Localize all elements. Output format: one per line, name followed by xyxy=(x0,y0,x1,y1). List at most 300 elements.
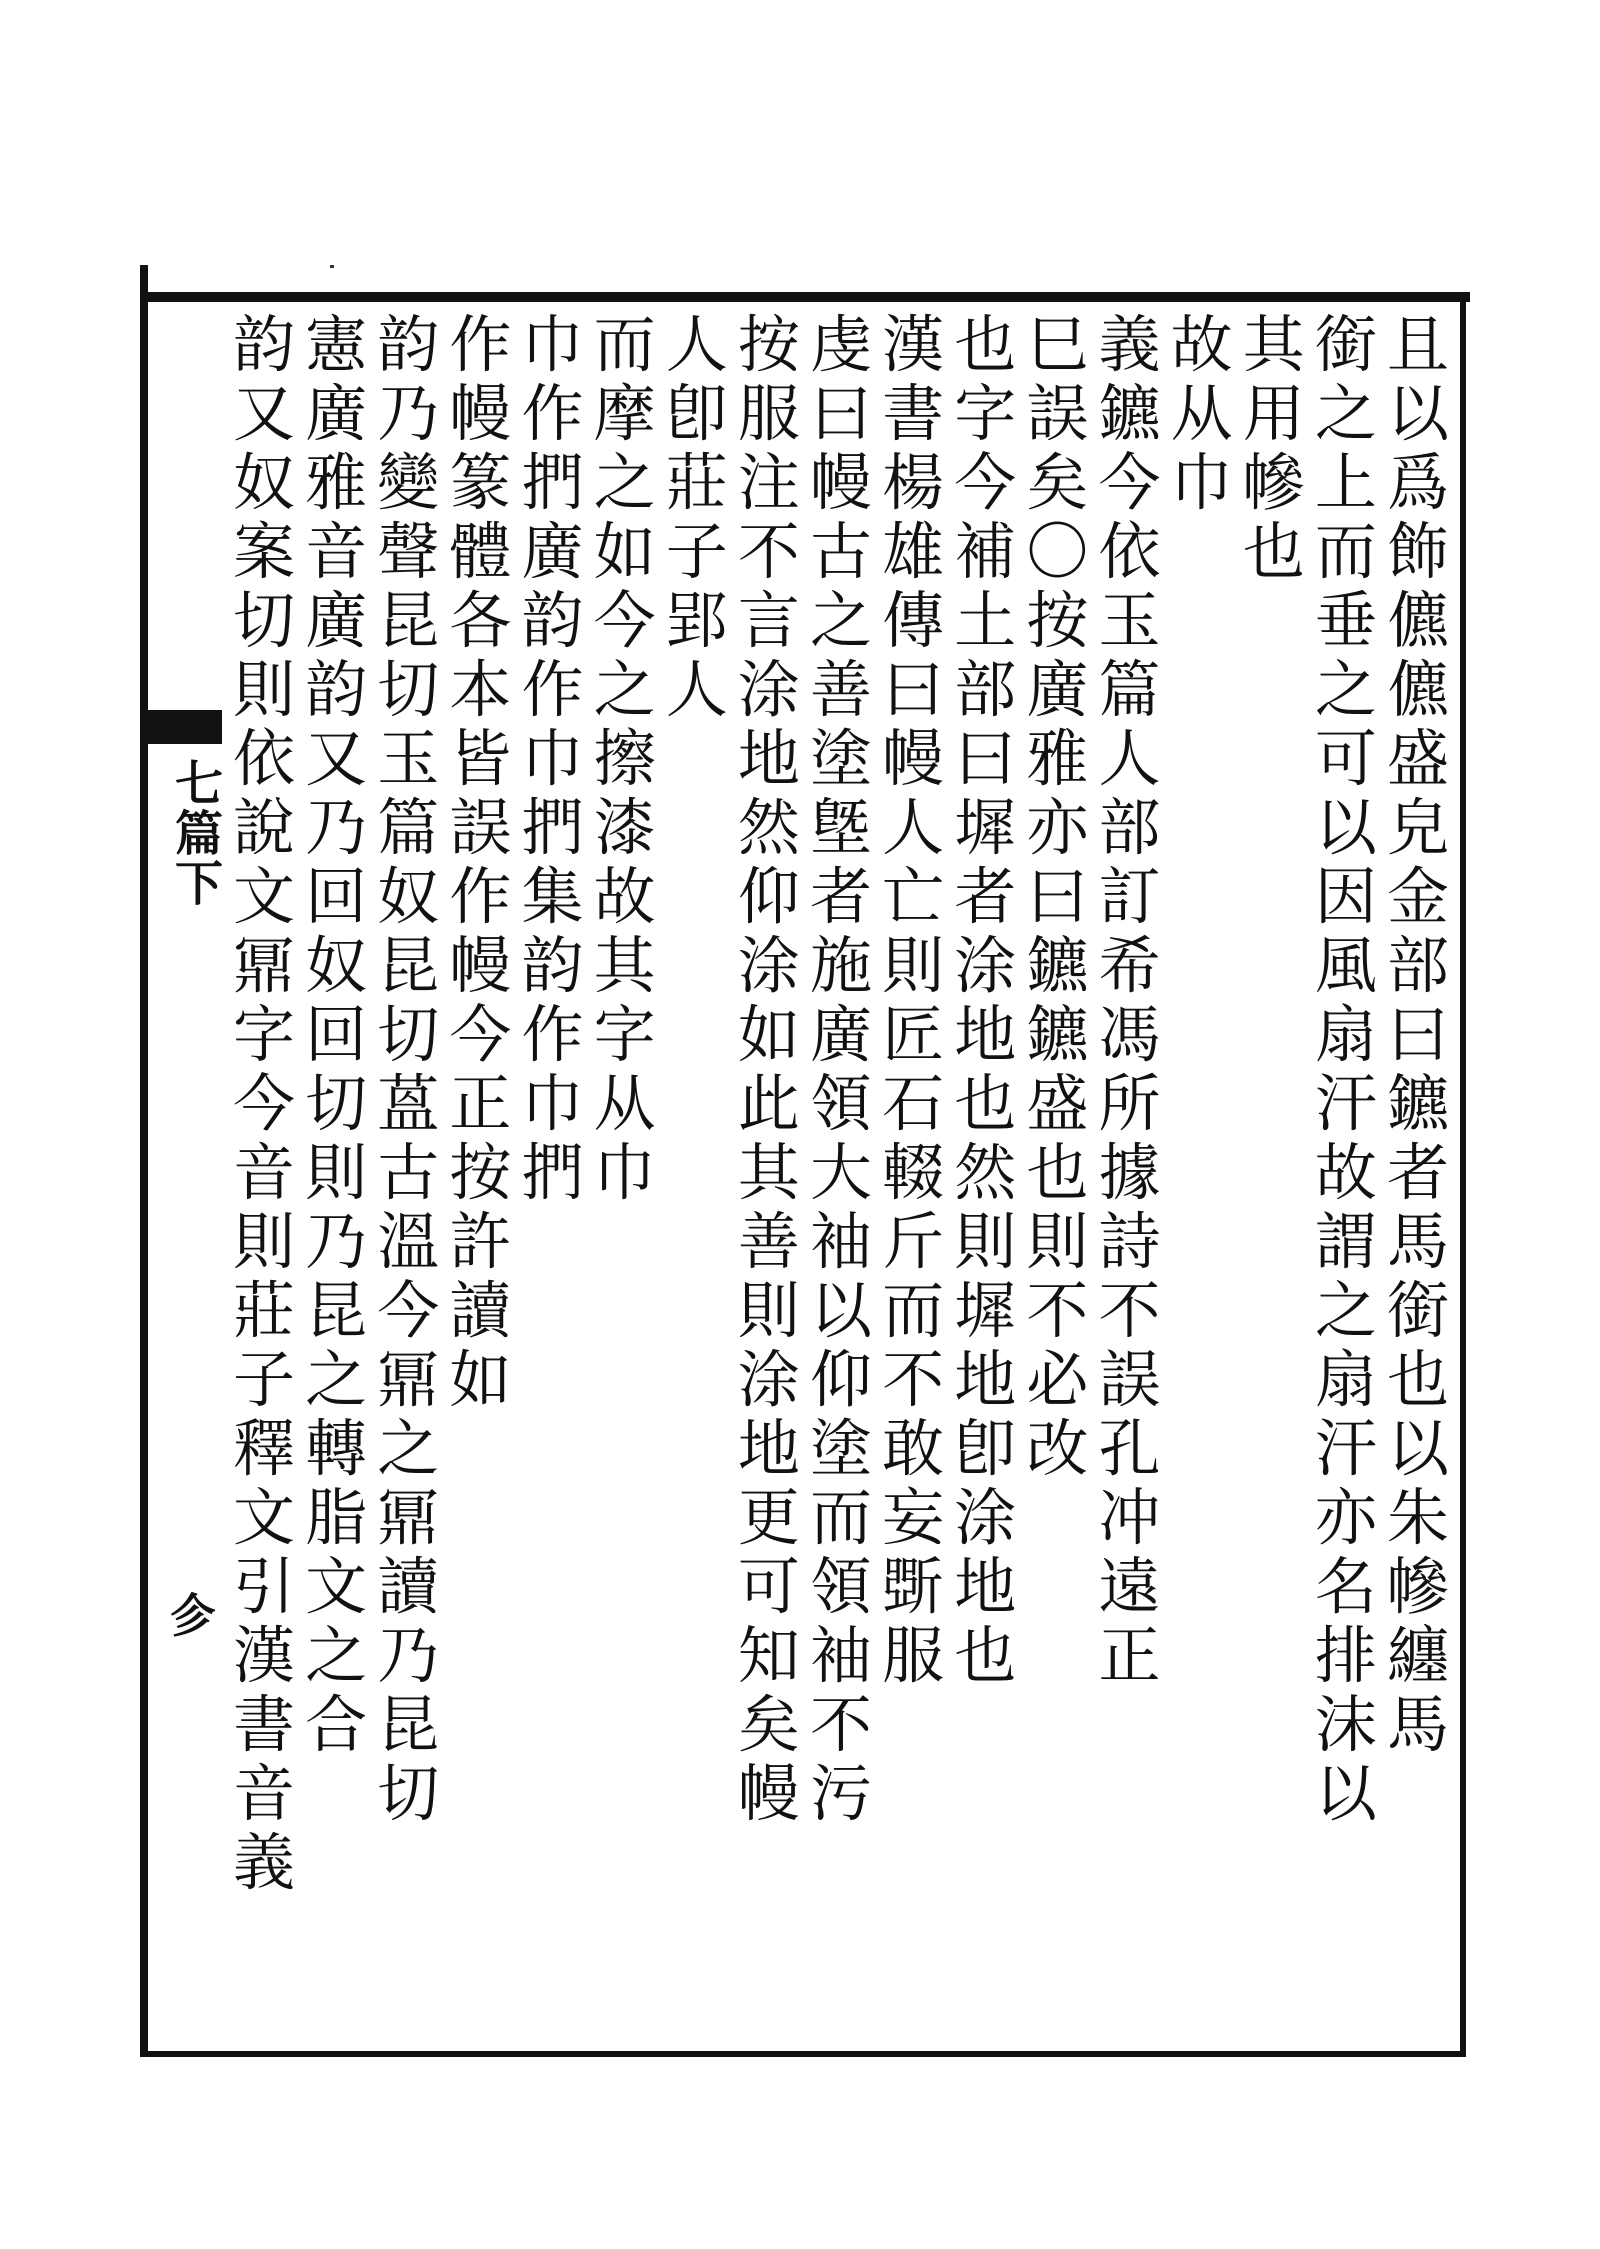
text-char: 排 xyxy=(1314,1619,1377,1692)
text-char: 且 xyxy=(1386,308,1449,381)
page-frame-left xyxy=(140,265,148,2057)
text-char: 用 xyxy=(1242,377,1305,450)
text-char: 故 xyxy=(593,860,656,933)
text-char: 部 xyxy=(954,653,1017,726)
text-char: 依 xyxy=(232,722,295,795)
text-char: 故 xyxy=(1314,1136,1377,1209)
text-char: 敢 xyxy=(882,1412,945,1485)
text-char: 音 xyxy=(305,515,368,588)
text-char: 污 xyxy=(809,1757,872,1830)
text-char: 馬 xyxy=(1386,1205,1449,1278)
margin-folio: 㐱 xyxy=(170,1589,216,1643)
text-char: 作 xyxy=(521,377,584,450)
text-char: 鑣 xyxy=(1098,377,1161,450)
text-char: 遠 xyxy=(1098,1550,1161,1623)
margin-char: 篇 xyxy=(175,806,224,862)
text-char: 而 xyxy=(809,1481,872,1554)
text-column xyxy=(374,310,442,2050)
text-char: 因 xyxy=(1314,860,1377,933)
text-char: 而 xyxy=(593,308,656,381)
text-char: 塗 xyxy=(809,722,872,795)
text-char: 乃 xyxy=(305,1205,368,1278)
text-char: 之 xyxy=(1314,377,1377,450)
text-char: 摩 xyxy=(593,377,656,450)
text-char: 曰 xyxy=(1026,860,1089,933)
text-char: 書 xyxy=(232,1688,295,1761)
text-char: 切 xyxy=(305,1067,368,1140)
text-char: 如 xyxy=(449,1343,512,1416)
text-char: 皃 xyxy=(1386,791,1449,864)
text-char: 以 xyxy=(1314,791,1377,864)
text-char: 說 xyxy=(232,791,295,864)
text-column xyxy=(1240,310,1308,2050)
text-char: 脂 xyxy=(305,1481,368,1554)
text-char: 垂 xyxy=(1314,584,1377,657)
text-char: 人 xyxy=(882,791,945,864)
margin-char: 七 xyxy=(175,756,224,812)
text-char: 上 xyxy=(1314,446,1377,519)
text-char: 仰 xyxy=(809,1343,872,1416)
text-char: 馮 xyxy=(1098,998,1161,1071)
text-char: 墀 xyxy=(954,1274,1017,1347)
text-char: 幔 xyxy=(882,722,945,795)
text-char: 沫 xyxy=(1314,1688,1377,1761)
text-char: 墍 xyxy=(809,791,872,864)
text-char: 義 xyxy=(232,1826,295,1899)
text-char: 今 xyxy=(954,446,1017,519)
text-char: 漢 xyxy=(882,308,945,381)
text-char: 曰 xyxy=(882,653,945,726)
text-char: 不 xyxy=(809,1688,872,1761)
text-char: 音 xyxy=(232,1757,295,1830)
text-char: 故 xyxy=(1170,308,1233,381)
text-char: 可 xyxy=(1314,722,1377,795)
text-char: 擦 xyxy=(593,722,656,795)
text-char: 訂 xyxy=(1098,860,1161,933)
text-char: 朱 xyxy=(1386,1481,1449,1554)
text-char: 如 xyxy=(737,998,800,1071)
text-char: 曰 xyxy=(809,377,872,450)
text-char: 則 xyxy=(232,1205,295,1278)
text-char: 釋 xyxy=(232,1412,295,1485)
text-char: 从 xyxy=(593,1067,656,1140)
text-char: 變 xyxy=(377,446,440,519)
text-char: 〇 xyxy=(1026,515,1089,588)
text-char: 巾 xyxy=(1170,446,1233,519)
text-char: 作 xyxy=(449,308,512,381)
text-char: 則 xyxy=(232,653,295,726)
text-char: 正 xyxy=(1098,1619,1161,1692)
text-char: 鑣 xyxy=(1026,929,1089,1002)
text-char: 地 xyxy=(954,1343,1017,1416)
text-column xyxy=(1312,310,1380,2050)
text-char: 涂 xyxy=(737,653,800,726)
text-char: 更 xyxy=(737,1481,800,1554)
text-char: 切 xyxy=(377,1757,440,1830)
text-char: 皆 xyxy=(449,722,512,795)
text-char: 以 xyxy=(1386,1412,1449,1485)
text-char: 人 xyxy=(665,653,728,726)
text-char: 馬 xyxy=(1386,1688,1449,1761)
text-char: 盛 xyxy=(1386,722,1449,795)
text-char: 領 xyxy=(809,1550,872,1623)
text-char: 也 xyxy=(1386,1343,1449,1416)
text-char: 作 xyxy=(449,860,512,933)
page-frame-top xyxy=(140,292,1470,302)
text-char: 韵 xyxy=(521,929,584,1002)
text-char: 儦 xyxy=(1386,584,1449,657)
text-char: 善 xyxy=(809,653,872,726)
text-char: 服 xyxy=(737,377,800,450)
text-char: 回 xyxy=(305,860,368,933)
text-column xyxy=(591,310,659,2050)
text-char: 也 xyxy=(954,308,1017,381)
text-char: 轉 xyxy=(305,1412,368,1485)
text-char: 改 xyxy=(1026,1412,1089,1485)
text-char: 部 xyxy=(1386,929,1449,1002)
text-char: 則 xyxy=(737,1274,800,1347)
text-char: 之 xyxy=(377,1412,440,1485)
text-char: 善 xyxy=(737,1205,800,1278)
text-char: 領 xyxy=(809,1067,872,1140)
text-char: 名 xyxy=(1314,1550,1377,1623)
text-char: 汗 xyxy=(1314,1412,1377,1485)
text-char: 如 xyxy=(593,515,656,588)
text-char: 則 xyxy=(954,1205,1017,1278)
text-char: 亦 xyxy=(1026,791,1089,864)
text-char: 乃 xyxy=(305,791,368,864)
text-char: 則 xyxy=(305,1136,368,1209)
text-char: 廣 xyxy=(809,998,872,1071)
text-char: 巳 xyxy=(1026,308,1089,381)
text-char: 字 xyxy=(593,998,656,1071)
text-char: 作 xyxy=(521,653,584,726)
text-char: 鼏 xyxy=(232,929,295,1002)
text-char: 幓 xyxy=(1386,1550,1449,1623)
text-char: 捫 xyxy=(521,446,584,519)
text-char: 人 xyxy=(665,308,728,381)
text-char: 仰 xyxy=(737,860,800,933)
text-char: 之 xyxy=(305,1619,368,1692)
text-char: 作 xyxy=(521,998,584,1071)
text-char: 地 xyxy=(954,998,1017,1071)
text-char: 然 xyxy=(954,1136,1017,1209)
text-char: 纏 xyxy=(1386,1619,1449,1692)
text-char: 鼏 xyxy=(377,1481,440,1554)
text-char: 誤 xyxy=(1098,1343,1161,1416)
text-char: 許 xyxy=(449,1205,512,1278)
text-char: 集 xyxy=(521,860,584,933)
text-char: 廣 xyxy=(1026,653,1089,726)
text-char: 乃 xyxy=(377,377,440,450)
text-char: 昆 xyxy=(377,1688,440,1761)
text-char: 矣 xyxy=(1026,446,1089,519)
text-char: 其 xyxy=(593,929,656,1002)
text-char: 按 xyxy=(1026,584,1089,657)
text-char: 按 xyxy=(449,1136,512,1209)
text-char: 韵 xyxy=(377,308,440,381)
text-char: 韵 xyxy=(305,653,368,726)
text-char: 今 xyxy=(449,998,512,1071)
text-column xyxy=(735,310,803,2050)
text-char: 切 xyxy=(232,584,295,657)
text-char: 又 xyxy=(232,377,295,450)
text-char: 捫 xyxy=(521,791,584,864)
text-char: 儦 xyxy=(1386,653,1449,726)
text-char: 不 xyxy=(737,515,800,588)
ink-speck xyxy=(330,265,334,268)
text-char: 銜 xyxy=(1314,308,1377,381)
text-char: 案 xyxy=(232,515,295,588)
text-char: 可 xyxy=(737,1550,800,1623)
text-char: 希 xyxy=(1098,929,1161,1002)
text-char: 也 xyxy=(1026,1136,1089,1209)
text-char: 則 xyxy=(882,929,945,1002)
text-char: 子 xyxy=(665,515,728,588)
text-char: 各 xyxy=(449,584,512,657)
text-char: 人 xyxy=(1098,722,1161,795)
text-column xyxy=(951,310,1019,2050)
text-char: 廣 xyxy=(521,515,584,588)
text-char: 補 xyxy=(954,515,1017,588)
text-char: 巾 xyxy=(521,308,584,381)
text-char: 金 xyxy=(1386,860,1449,933)
text-char: 墀 xyxy=(954,791,1017,864)
text-char: 涂 xyxy=(954,929,1017,1002)
page-frame-bottom xyxy=(140,2051,1465,2057)
text-column xyxy=(230,310,298,2050)
text-char: 塗 xyxy=(809,1412,872,1485)
text-char: 廣 xyxy=(305,377,368,450)
text-char: 爲 xyxy=(1386,446,1449,519)
text-char: 土 xyxy=(954,584,1017,657)
text-char: 鑣 xyxy=(1026,998,1089,1071)
text-char: 卽 xyxy=(954,1412,1017,1485)
text-char: 今 xyxy=(232,1067,295,1140)
text-char: 奴 xyxy=(377,860,440,933)
page-frame-right xyxy=(1460,292,1466,2057)
text-char: 文 xyxy=(232,1481,295,1554)
text-char: 蒕 xyxy=(377,1067,440,1140)
text-char: 所 xyxy=(1098,1067,1161,1140)
text-column xyxy=(1168,310,1236,2050)
text-char: 言 xyxy=(737,584,800,657)
text-char: 切 xyxy=(377,653,440,726)
text-char: 以 xyxy=(1314,1757,1377,1830)
text-char: 飾 xyxy=(1386,515,1449,588)
text-char: 鑣 xyxy=(1386,1067,1449,1140)
text-char: 盛 xyxy=(1026,1067,1089,1140)
text-char: 涂 xyxy=(737,1343,800,1416)
text-char: 據 xyxy=(1098,1136,1161,1209)
text-char: 虔 xyxy=(809,308,872,381)
text-column xyxy=(663,310,731,2050)
text-char: 也 xyxy=(954,1067,1017,1140)
text-char: 楊 xyxy=(882,446,945,519)
text-char: 斲 xyxy=(882,1550,945,1623)
text-char: 幔 xyxy=(449,929,512,1002)
text-char: 孔 xyxy=(1098,1412,1161,1485)
text-char: 不 xyxy=(1098,1274,1161,1347)
text-char: 傳 xyxy=(882,584,945,657)
text-char: 玉 xyxy=(377,722,440,795)
text-char: 今 xyxy=(1098,446,1161,519)
text-column xyxy=(807,310,875,2050)
text-char: 古 xyxy=(809,515,872,588)
text-char: 而 xyxy=(1314,515,1377,588)
text-char: 文 xyxy=(305,1550,368,1623)
text-char: 扇 xyxy=(1314,1343,1377,1416)
text-column xyxy=(1096,310,1164,2050)
text-char: 誤 xyxy=(449,791,512,864)
text-char: 雄 xyxy=(882,515,945,588)
text-char: 然 xyxy=(737,791,800,864)
text-char: 雅 xyxy=(1026,722,1089,795)
text-char: 溫 xyxy=(377,1205,440,1278)
text-char: 讀 xyxy=(449,1274,512,1347)
text-char: 知 xyxy=(737,1619,800,1692)
text-char: 而 xyxy=(882,1274,945,1347)
text-char: 大 xyxy=(809,1136,872,1209)
text-char: 聲 xyxy=(377,515,440,588)
text-char: 以 xyxy=(809,1274,872,1347)
text-char: 巾 xyxy=(521,1067,584,1140)
margin-volume-label xyxy=(175,756,224,912)
text-char: 不 xyxy=(882,1343,945,1416)
text-char: 之 xyxy=(593,446,656,519)
text-char: 者 xyxy=(954,860,1017,933)
text-char: 之 xyxy=(1314,1274,1377,1347)
text-char: 奴 xyxy=(305,929,368,1002)
text-char: 玉 xyxy=(1098,584,1161,657)
text-char: 篇 xyxy=(377,791,440,864)
text-char: 之 xyxy=(305,1343,368,1416)
text-column xyxy=(519,310,587,2050)
text-char: 誤 xyxy=(1026,377,1089,450)
text-char: 地 xyxy=(737,1412,800,1485)
text-column xyxy=(446,310,514,2050)
text-char: 曰 xyxy=(1386,998,1449,1071)
text-char: 之 xyxy=(1314,653,1377,726)
text-char: 地 xyxy=(737,722,800,795)
text-char: 回 xyxy=(305,998,368,1071)
text-char: 書 xyxy=(882,377,945,450)
text-char: 注 xyxy=(737,446,800,519)
text-char: 服 xyxy=(882,1619,945,1692)
text-char: 切 xyxy=(377,998,440,1071)
text-char: 幓 xyxy=(1242,446,1305,519)
text-char: 韵 xyxy=(521,584,584,657)
text-char: 不 xyxy=(1026,1274,1089,1347)
text-column xyxy=(879,310,947,2050)
text-char: 莊 xyxy=(665,446,728,519)
text-char: 廣 xyxy=(305,584,368,657)
text-char: 漢 xyxy=(232,1619,295,1692)
text-char: 扇 xyxy=(1314,998,1377,1071)
text-char: 讀 xyxy=(377,1550,440,1623)
text-char: 涂 xyxy=(954,1481,1017,1554)
text-char: 巾 xyxy=(593,1136,656,1209)
text-char: 本 xyxy=(449,653,512,726)
text-char: 漆 xyxy=(593,791,656,864)
text-char: 今 xyxy=(593,584,656,657)
text-char: 幔 xyxy=(809,446,872,519)
text-char: 正 xyxy=(449,1067,512,1140)
text-char: 矣 xyxy=(737,1688,800,1761)
text-char: 之 xyxy=(593,653,656,726)
text-char: 音 xyxy=(232,1136,295,1209)
text-char: 昆 xyxy=(305,1274,368,1347)
text-char: 昆 xyxy=(377,584,440,657)
text-column xyxy=(1384,310,1452,2050)
text-char: 亡 xyxy=(882,860,945,933)
text-char: 幔 xyxy=(737,1757,800,1830)
text-char: 又 xyxy=(305,722,368,795)
text-char: 者 xyxy=(809,860,872,933)
text-char: 冲 xyxy=(1098,1481,1161,1554)
text-char: 合 xyxy=(305,1688,368,1761)
text-char: 風 xyxy=(1314,929,1377,1002)
text-column xyxy=(302,310,370,2050)
text-char: 者 xyxy=(1386,1136,1449,1209)
text-char: 袖 xyxy=(809,1619,872,1692)
text-char: 石 xyxy=(882,1067,945,1140)
text-char: 體 xyxy=(449,515,512,588)
text-char: 从 xyxy=(1170,377,1233,450)
text-char: 其 xyxy=(737,1136,800,1209)
text-char: 韵 xyxy=(232,308,295,381)
text-char: 輟 xyxy=(882,1136,945,1209)
text-char: 篇 xyxy=(1098,653,1161,726)
text-char: 曰 xyxy=(954,722,1017,795)
text-char: 捫 xyxy=(521,1136,584,1209)
text-char: 今 xyxy=(377,1274,440,1347)
text-char: 此 xyxy=(737,1067,800,1140)
text-char: 銜 xyxy=(1386,1274,1449,1347)
text-char: 匠 xyxy=(882,998,945,1071)
text-char: 按 xyxy=(737,308,800,381)
text-column xyxy=(1023,310,1091,2050)
text-char: 莊 xyxy=(232,1274,295,1347)
text-char: 義 xyxy=(1098,308,1161,381)
text-char: 憲 xyxy=(305,308,368,381)
text-char: 依 xyxy=(1098,515,1161,588)
text-char: 袖 xyxy=(809,1205,872,1278)
text-char: 謂 xyxy=(1314,1205,1377,1278)
text-char: 昆 xyxy=(377,929,440,1002)
main-text xyxy=(230,310,1452,2050)
text-char: 引 xyxy=(232,1550,295,1623)
text-char: 地 xyxy=(954,1550,1017,1623)
text-char: 其 xyxy=(1242,308,1305,381)
text-char: 也 xyxy=(1242,515,1305,588)
text-char: 字 xyxy=(954,377,1017,450)
text-char: 詩 xyxy=(1098,1205,1161,1278)
text-char: 奴 xyxy=(232,446,295,519)
text-char: 巾 xyxy=(521,722,584,795)
margin-char: 下 xyxy=(175,856,224,912)
text-char: 汗 xyxy=(1314,1067,1377,1140)
text-char: 必 xyxy=(1026,1343,1089,1416)
text-char: 雅 xyxy=(305,446,368,519)
text-char: 幔 xyxy=(449,377,512,450)
text-char: 施 xyxy=(809,929,872,1002)
text-char: 鼏 xyxy=(377,1343,440,1416)
text-char: 涂 xyxy=(737,929,800,1002)
text-char: 字 xyxy=(232,998,295,1071)
fishtail-mark xyxy=(140,710,222,744)
text-char: 乃 xyxy=(377,1619,440,1692)
